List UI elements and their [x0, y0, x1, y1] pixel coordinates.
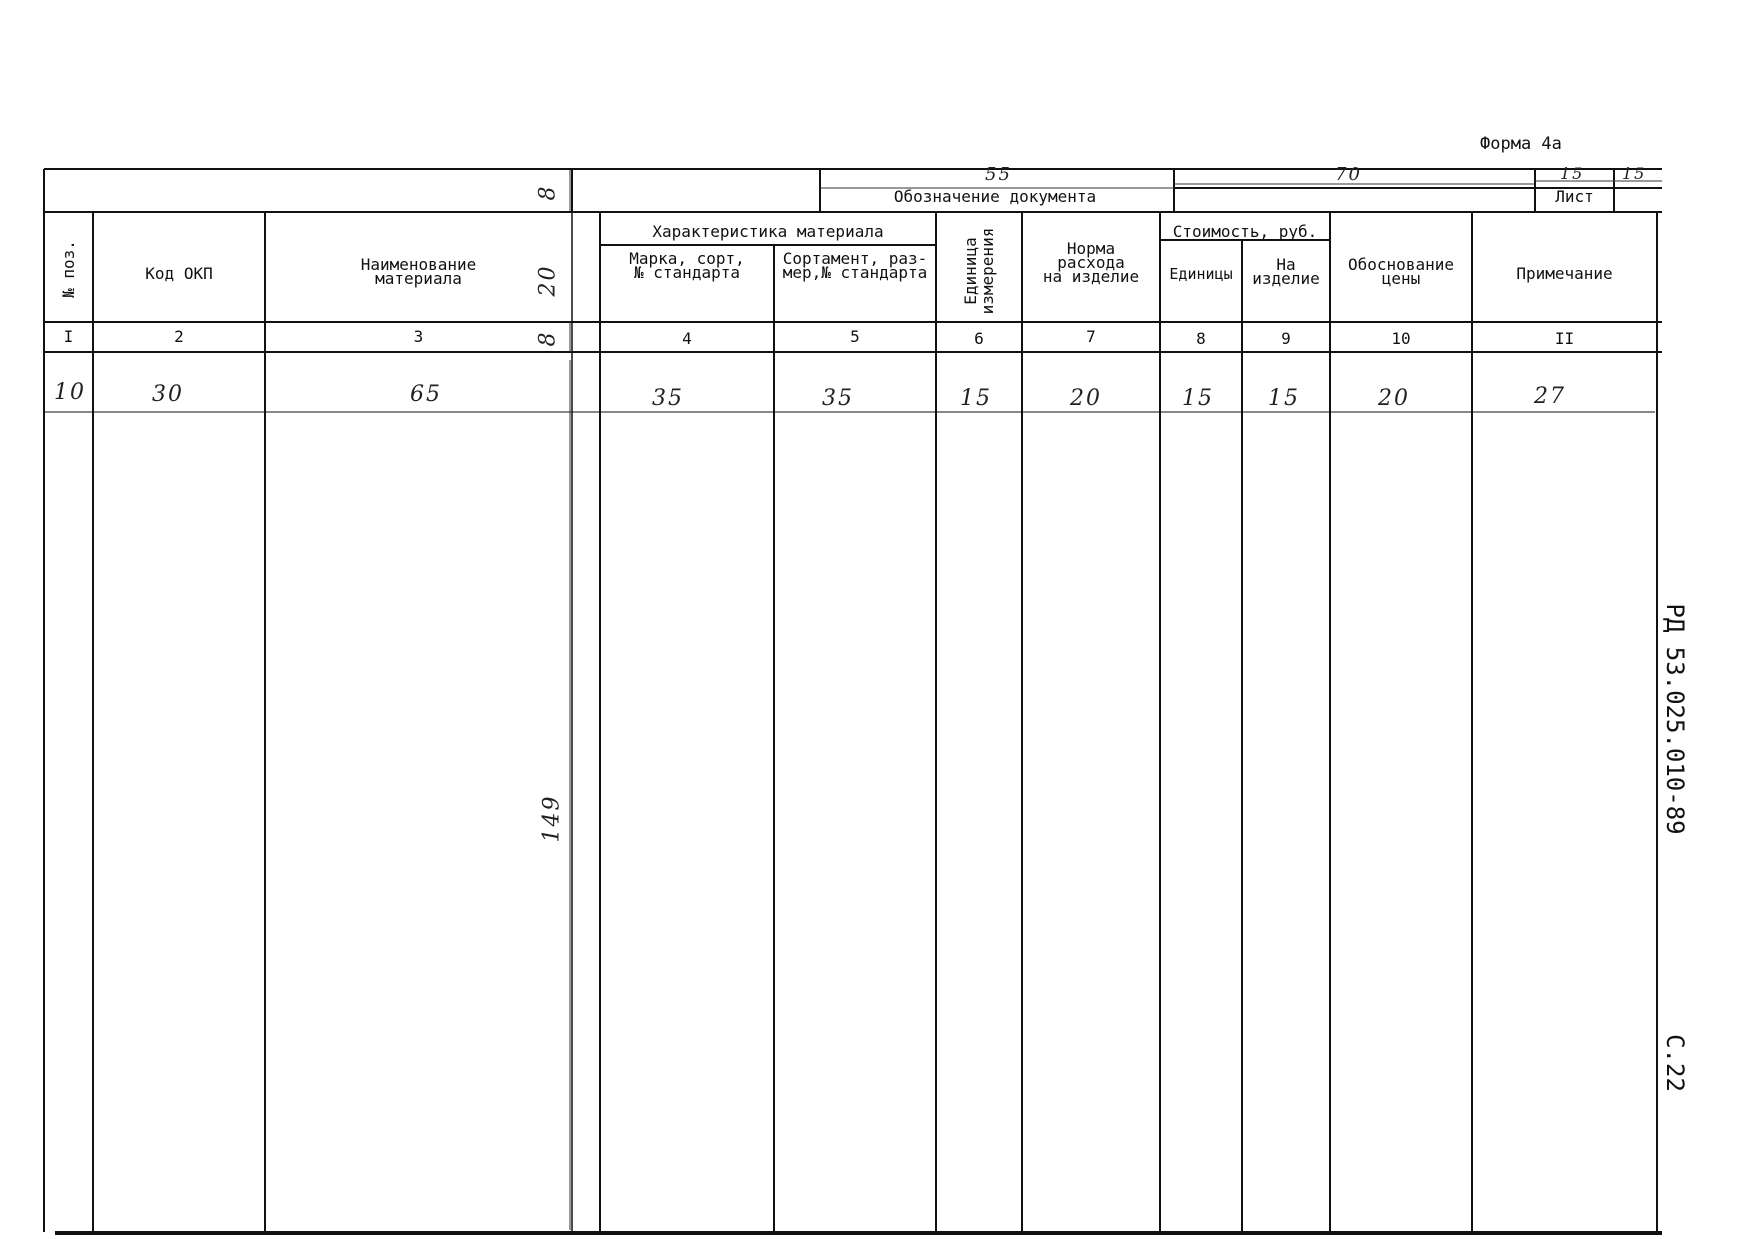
width-col-10: 20	[1378, 386, 1410, 411]
width-col-7: 20	[1070, 386, 1102, 411]
height-number-row: 8	[535, 330, 561, 347]
header-cost-item: На изделие	[1252, 255, 1320, 288]
width-col-5: 35	[822, 386, 854, 411]
height-body: 149	[539, 794, 565, 843]
header-cost: Стоимость, руб.	[1172, 222, 1318, 241]
form-label: Форма 4а	[1480, 134, 1562, 154]
width-col-2: 30	[152, 382, 184, 407]
sheet-label: Лист	[1555, 187, 1594, 206]
header-grade: Марка, сорт, № стандарта	[629, 249, 745, 282]
header-unit: Единица измерения	[961, 227, 997, 315]
col-num-9: 9	[1281, 329, 1291, 348]
header-cost-unit: Единицы	[1169, 265, 1233, 283]
dim-15-page: 15	[1622, 164, 1647, 183]
side-page-number: С.22	[1661, 1034, 1689, 1092]
header-pos-no: № поз.	[59, 240, 78, 298]
header-material-name: Наименование материала	[360, 255, 477, 288]
width-col-1: 10	[54, 380, 86, 405]
width-col-6: 15	[960, 386, 992, 411]
col-num-11: II	[1554, 329, 1575, 348]
width-col-9: 15	[1268, 386, 1300, 411]
header-okp-code: Код ОКП	[145, 264, 213, 283]
col-num-4: 4	[682, 329, 692, 348]
col-num-7: 7	[1086, 327, 1096, 346]
width-col-3: 65	[410, 382, 442, 407]
side-document-code: РД 53.025.010-89	[1661, 603, 1689, 835]
col-num-6: 6	[974, 329, 984, 348]
width-col-8: 15	[1182, 386, 1214, 411]
height-top-row: 8	[535, 184, 561, 201]
width-col-11: 27	[1534, 384, 1566, 409]
header-price-basis: Обоснование цены	[1348, 255, 1454, 288]
doc-designation-label: Обозначение документа	[893, 187, 1097, 206]
dim-55: 55	[985, 164, 1012, 185]
dim-15-sheet: 15	[1560, 164, 1585, 183]
col-num-5: 5	[850, 327, 860, 346]
col-num-10: 10	[1391, 329, 1411, 348]
col-num-2: 2	[174, 327, 184, 346]
width-col-4: 35	[652, 386, 684, 411]
dim-70: 70	[1335, 164, 1362, 185]
header-norm: Норма расхода на изделие	[1042, 239, 1140, 286]
col-num-1: I	[63, 327, 74, 346]
col-num-8: 8	[1196, 329, 1206, 348]
header-note: Примечание	[1516, 264, 1613, 283]
height-header: 20	[535, 264, 561, 297]
col-num-3: 3	[413, 327, 424, 346]
header-material-characteristics: Характеристика материала	[652, 222, 884, 241]
header-assortment: Сортамент, раз- мер,№ стандарта	[782, 249, 928, 282]
